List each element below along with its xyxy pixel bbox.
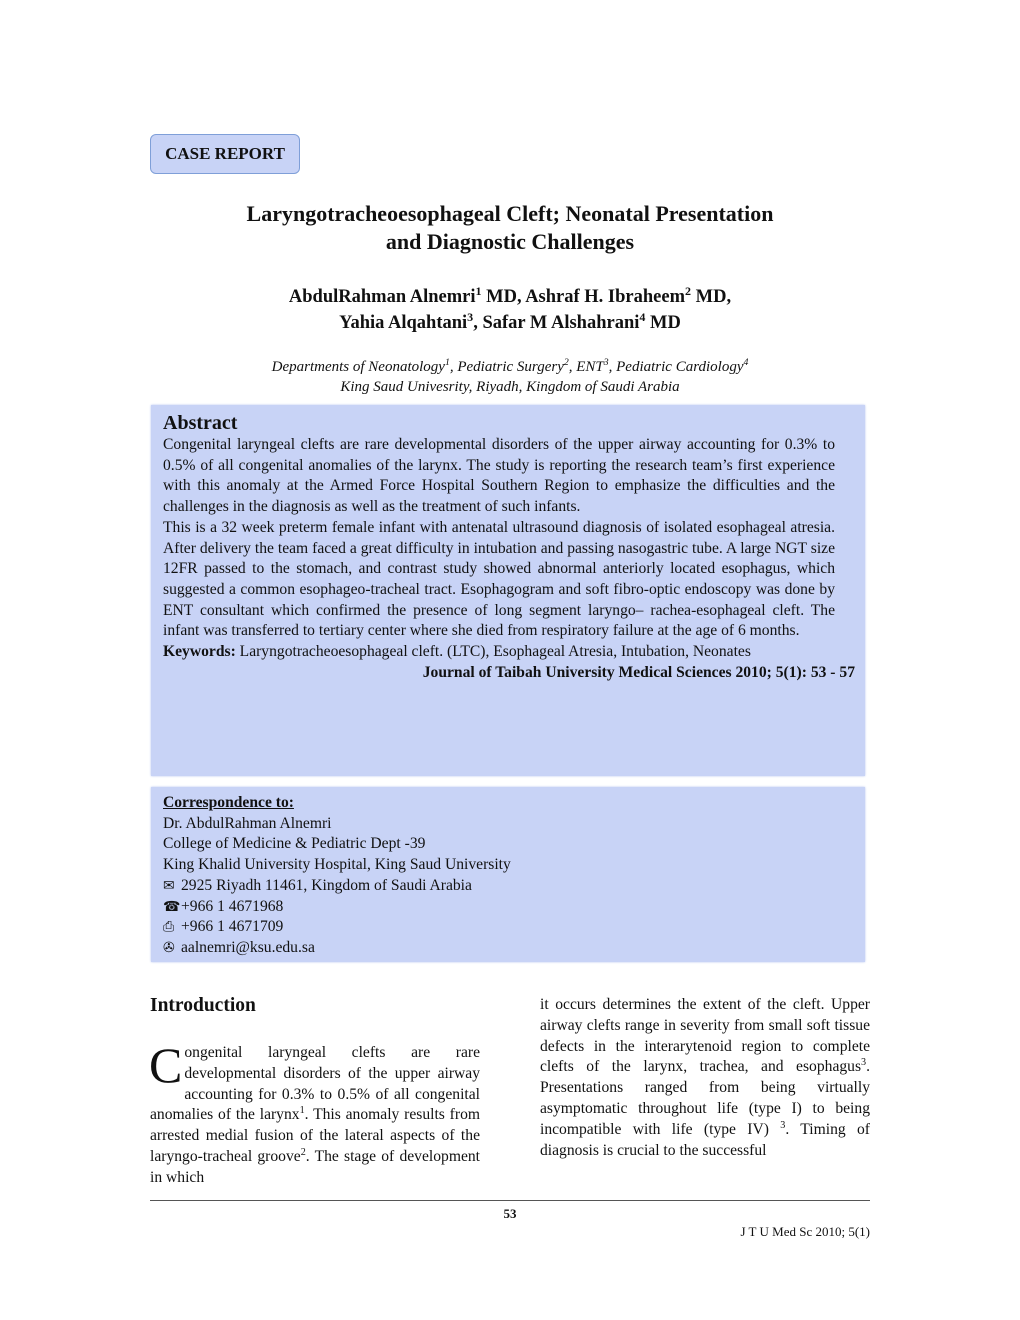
affiliation-dept: Departments of Neonatology: [271, 359, 445, 375]
author-list: [150, 284, 870, 336]
affiliation-dept: , Pediatric Cardiology: [608, 359, 744, 375]
correspondence-fax: +966 1 4671709: [181, 918, 284, 936]
author-sup: 1: [475, 283, 482, 298]
author-name: Safar M Alshahrani: [482, 313, 640, 333]
correspondence-heading: Correspondence to:: [163, 794, 294, 811]
title-line-1: Laryngotracheoesophageal Cleft; Neonatal Presentation: [246, 201, 774, 226]
abstract-keywords: [163, 642, 835, 663]
correspondence-phone: +966 1 4671968: [181, 897, 284, 915]
introduction-heading: Introduction: [150, 995, 256, 1016]
abstract-paragraph-2: This is a 32 week preterm female infant with antenatal ultrasound diagnosis of isolated esophageal atresia. After delivery the team faced a great difficulty in intubation and passing nasogastric tube. A large NGT size 12FR passed to the stomach, and contrast study showed abnormal anteriorly located esophagus, which suggested a common esophageo-tracheal tract. Esophagogram and soft fibro-optic endoscopy was done by ENT consultant which confirmed the presence of long segment laryngo– rachea-esophageal cleft. The infant was transferred to tertiary center where she died from respiratory failure at the age of 6 months.: [163, 518, 835, 640]
correspondence-email-row: [163, 938, 853, 959]
citation-sup: 3: [861, 1057, 867, 1069]
intro-text: ongenital laryngeal clefts are rare developmental disorders of the upper airway accounting for 0.3% to 0.5% of all congenital anomalies of the larynx: [150, 1044, 480, 1124]
correspondence-email[interactable]: aalnemri@ksu.edu.sa: [181, 938, 315, 956]
envelope-icon: ✉: [163, 877, 175, 894]
author-name: Yahia Alqahtani: [339, 313, 468, 333]
correspondence-hospital: King Khalid University Hospital, King Saud University: [163, 856, 511, 874]
author-sup: 4: [639, 309, 646, 324]
paper-title: [150, 200, 870, 256]
affiliation-university: King Saud Univesrity, Riyadh, Kingdom of Saudi Arabia: [340, 379, 680, 395]
author-sup: 3: [467, 309, 474, 324]
affiliation-sup: 1: [444, 357, 450, 368]
intro-text: . This anomaly results from arrested medial fusion of the lateral aspects of the laryngo-tracheal groove: [150, 1106, 480, 1165]
affiliation-sup: 3: [603, 357, 609, 368]
author-name: AbdulRahman Alnemri: [288, 287, 476, 307]
correspondence-fax-row: [163, 917, 853, 938]
intro-text: . Timing of diagnosis is crucial to the successful: [540, 1120, 870, 1159]
keywords-text: Laryngotracheoesophageal cleft. (LTC), Esophageal Atresia, Intubation, Neonates: [235, 643, 751, 661]
keywords-label: Keywords:: [163, 643, 236, 661]
correspondence-dept: College of Medicine & Pediatric Dept -39: [163, 835, 426, 853]
abstract-paragraph-1: Congenital laryngeal clefts are rare developmental disorders of the upper airway accounting for 0.3% to 0.5% of all congenital anomalies of the larynx. The study is reporting the research team’s first experience with this anomaly at the Armed Force Hospital Southern Region to emphasize the difficulties and the challenges in the diagnosis as well as the treatment of such infants.: [163, 436, 835, 516]
affiliation-departments: [150, 357, 870, 377]
intro-column-2: [540, 995, 870, 1161]
abstract-heading: Abstract: [163, 412, 238, 434]
intro-text: . Presentations ranged from being virtually asymptomatic throughout life (type I) to being incompatible with life (type IV): [540, 1058, 870, 1138]
affiliation-dept: , Pediatric Surgery: [449, 359, 564, 375]
footer-divider: [150, 1200, 870, 1201]
correspondence-name: Dr. AbdulRahman Alnemri: [163, 814, 332, 832]
drop-cap: C: [149, 1037, 183, 1093]
authors-line-1: [150, 284, 870, 310]
fax-icon: ⎙: [163, 919, 175, 936]
affiliation-dept: , ENT: [568, 359, 604, 375]
phone-icon: ☎: [163, 898, 181, 915]
correspondence-phone-row: [163, 897, 853, 918]
author-name: Ashraf H. Ibraheem: [525, 287, 685, 307]
citation-sup: 1: [299, 1105, 305, 1117]
footer-journal-ref: J T U Med Sc 2010; 5(1): [740, 1224, 870, 1239]
title-line-2: and Diagnostic Challenges: [385, 229, 635, 254]
intro-paragraph-1: [149, 1037, 481, 1189]
author-suffix: MD,: [481, 287, 526, 307]
author-suffix: MD,: [691, 287, 732, 307]
authors-line-2: [150, 310, 870, 336]
correspondence-address: 2925 Riyadh 11461, Kingdom of Saudi Arabia: [181, 876, 472, 894]
case-report-badge: CASE REPORT: [150, 134, 300, 174]
citation-sup: 2: [300, 1146, 306, 1158]
journal-reference: Journal of Taibah University Medical Sciences 2010; 5(1): 53 - 57: [422, 663, 855, 681]
author-suffix: ,: [473, 313, 483, 333]
intro-text: it occurs determines the extent of the cleft. Upper airway clefts range in severity from small soft tissue defects in the interarytenoid region to complete clefts of the larynx, trachea, and esophagus: [540, 996, 870, 1076]
citation-sup: 3: [780, 1119, 786, 1131]
abstract-box: [151, 405, 865, 776]
correspondence-address-row: [163, 876, 853, 897]
affiliations: [150, 357, 870, 397]
intro-column-1: [149, 1037, 481, 1189]
affiliation-sup: 2: [563, 357, 569, 368]
mouse-icon: ✇: [163, 939, 175, 956]
intro-text: . The stage of development in which: [150, 1147, 481, 1186]
affiliation-sup: 4: [743, 357, 749, 368]
intro-paragraph-2: [540, 995, 870, 1161]
page-number: 53: [503, 1206, 517, 1221]
author-sup: 2: [685, 283, 692, 298]
correspondence-box: [151, 787, 865, 962]
author-suffix: MD: [645, 313, 681, 333]
